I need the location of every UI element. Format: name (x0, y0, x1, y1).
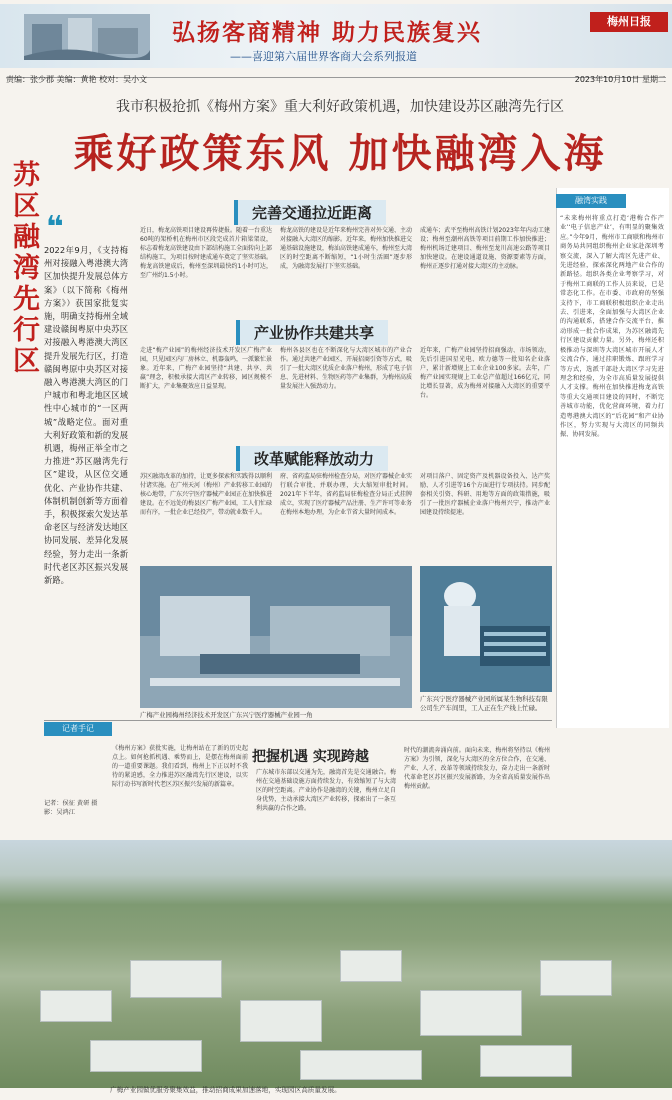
aerial-building (130, 960, 222, 998)
section-transport-col2: 梅龙高铁的建设是近年来梅州完善对外交通、主动对接融入大湾区的缩影。近年来，梅州加快推进交通基础设施建设，梅汕高铁建成通车，梅州至大湾区的时空距离不断缩短，“1小时生活圈”逐步形成，为融湾发展打下坚实基础。 (280, 227, 412, 270)
aerial-building (540, 960, 612, 996)
banner-illustration (24, 8, 154, 64)
section-industry-col1: 走进“梅产业园”的梅州经济技术开发区广梅产业园，只见园区内厂房林立、机器轰鸣，一派繁忙景象。近年来，广梅产业园坚持“共建、共享、共赢”理念，积极承接大湾区产业转移，园区规模不断扩大，产业集聚效应日益显现。 (140, 347, 272, 390)
note-col3: 时代的潮流奔涌向前。面向未来，梅州将坚持以《梅州方案》为引领，深化与大湾区的全方位合作，在交通、产业、人才、改革等领域持续发力，奋力走出一条新时代革命老区苏区振兴发展新路，为全省高质量发展作出梅州贡献。 (404, 747, 550, 790)
section-reform-col2: 府、省药监局驻梅州检查分局，对医疗器械企业实行联合审批、并联办理，大大缩短审批时间。2021年下半年，省药监局驻梅检查分局正式挂牌成立，实现了医疗器械产品注册、生产许可等业务在梅州本地办理，为企业节省大量时间成本。 (280, 473, 412, 516)
section-title-reform: 改革赋能释放动力 (236, 446, 388, 471)
aerial-building (240, 1000, 322, 1042)
section-title-industry: 产业协作共建共享 (236, 320, 388, 345)
sidebar-tag: 融湾实践 (556, 194, 626, 208)
aerial-building (300, 1050, 422, 1080)
factory-photo (140, 566, 412, 708)
aerial-building (420, 990, 522, 1036)
factory-photo-image (140, 566, 412, 708)
vertical-title-block (4, 160, 38, 390)
section-industry-col3: 近年来，广梅产业园坚持招商强动、市场领动，先后引进国星光电、欧力德等一批知名企业落户，累计新增规上工业企业100多家。去年，广梅产业园实现规上工业总产值超过166亿元，同比增长显著，成为梅州对接融入大湾区的重要平台。 (420, 347, 550, 399)
newspaper-logo: 梅州日报 (590, 12, 668, 32)
section-transport-col1: 近日，梅龙高铁项目建设再传捷报。随着一台重达60吨的架桥机在梅州市区段完成首片箱梁架设，标志着梅龙高铁建设由下部结构施工全面转向上部结构施工，为项目按时建成通车奠定了坚实基础。梅龙高铁建成后，梅州至深圳最快约1小时可达，至广州约1.5小时。 (140, 227, 272, 279)
lab-photo-caption: 广东兴宁医疗器械产业园所属某生物科技有限公司生产车间里，工人正在生产线上忙碌。 (420, 695, 548, 712)
section-reform-col1: 苏区融湾改革的加持，让更多探索和实践得以顺利付诸实施。在广州天河（梅州）产业转移工业园的核心地带，广东兴宁医疗器械产业园正在加快推进建设。在不远处的梅县区广梅产业园，工人们忙碌而有序，一批企业已经投产，带动就业数千人。 (140, 473, 272, 516)
aerial-photo (0, 840, 672, 1088)
vertical-title: 苏区融湾先行区 (8, 160, 39, 377)
intro-column: 2022年9月，《支持梅州对接融入粤港澳大湾区加快提升发展总体方案》（以下简称《梅州方案》）获国家批复实施，明确支持梅州全域建设赣闽粤原中央苏区对接融入粤港澳大湾区提升发展先行区，打造赣闽粤原中央苏区对接融入粤港澳大湾区的门户城市和粤北地区区域性中心城市的“一区两城”战略定位。面对重大利好政策和新的发展机遇，梅州正举全市之力推进“苏区融湾先行区”建设，从区位交通优化、产业协作共建、体制机制创新等方面着手，积极探索欠发达革命老区与经济发达地区协同发展、差异化发展经验，努力走出一条新时代老区苏区振兴发展新路。 (44, 245, 128, 586)
section-transport-col3: 成通车；武平至梅州高铁计划2023年年内动工建设；梅州至潮州高铁等项目前期工作加快推进；梅州机场迁建项目、梅州至龙川高速公路等项目加快建设。在建设通道设施、资源要素等方面，梅州正逐步打通对接大湾区的主动脉。 (420, 227, 550, 270)
aerial-building (340, 950, 402, 982)
editor-credits: 责编：张少郡 美编：黄艳 校对：吴小文 (6, 75, 148, 84)
lab-photo-image (420, 566, 552, 692)
aerial-building (90, 1040, 202, 1072)
sidebar-body: “未来梅州将重点打造‘港梅合作产业’‘电子信息产业’，有明显的聚集效应。”今年9月，梅州市工商联和梅州市商务局共同组织梅州企业家赴深圳考察交流，深入了解大湾区先进产业、先进经验，探索深化两地产业合作的新路径。组织各类企业考察学习，对于梅州工商联的工作人员来说，已是常态化工作。在市委、市政府的坚强支持下，市工商联积极组织企业走出去、引进来，全面加强与大湾区企业的沟通联系，搭建合作交流平台，推动形成一批合作成果，为苏区融湾先行区建设贡献力量。另外，梅州还积极推动与深圳等大湾区城市开展人才交流合作，通过挂职锻炼、跟班学习等方式，选派干部赴大湾区学习先进理念和经验，为全市高质量发展提供人才支撑。梅州在加快推进梅龙高铁等重大交通项目建设的同时，不断完善城市功能，优化营商环境，着力打造粤港澳大湾区的“后花园”和产业协作区，努力实现与大湾区的同频共振、协同发展。 (560, 215, 664, 439)
issue-date: 2023年10月10日 星期二 (574, 75, 666, 84)
reporter-note-tag: 记者手记 (44, 722, 112, 736)
banner-slogan: 弘扬客商精神 助力民族复兴 (172, 19, 483, 46)
note-title: 把握机遇 实现跨越 (252, 749, 369, 765)
aerial-building (40, 990, 112, 1022)
main-headline: 乘好政策东风 加快融湾入海 (73, 130, 607, 177)
lead-title: 我市积极抢抓《梅州方案》重大利好政策机遇，加快建设苏区融湾先行区 (116, 99, 564, 115)
quote-icon: ❝ (46, 210, 64, 245)
factory-photo-caption: 广梅产业园梅州经济技术开发区广东兴宁医疗器械产业园一角 (140, 711, 313, 719)
note-col2: 广东城市东部以交通为先，融湾首先是交通融合。梅州在交通基础设施方面持续发力，有效缩短了与大湾区的时空距离。产业协作是融湾的关键，梅州立足自身优势，主动承接大湾区产业转移，探索出了一条互利共赢的合作之路。 (256, 769, 396, 812)
note-col1: 《梅州方案》获批实施，让梅州站在了新的历史起点上。如何抢抓机遇、乘势而上，是摆在梅州面前的一道重要课题。我们看到，梅州上下正以时不我待的紧迫感，全力推进苏区融湾先行区建设，以实际行动书写新时代老区苏区振兴发展的新篇章。 (112, 745, 248, 788)
section-industry-col2: 梅州各县区也在不断深化与大湾区城市的产业合作。通过共建产业园区、开展招商引资等方式，吸引了一批大湾区优质企业落户梅州，形成了电子信息、先进材料、生物医药等产业集群，为梅州高质量发展注入强劲动力。 (280, 347, 412, 390)
lab-photo (420, 566, 552, 692)
aerial-building (480, 1045, 572, 1077)
section-title-transport: 完善交通拉近距离 (234, 200, 386, 225)
section-reform-col3: 对项目落户、固定资产及机器设备投入、达产奖励、人才引进等16个方面进行专项扶持。同步配套相关引资、科研、用地等方面的政策措施，吸引了一批医疗器械企业落户梅州兴宁，推动产业园建设持续提速。 (420, 473, 550, 516)
aerial-photo-caption: 广梅产业园做优服务聚集效益，推动招商成果加速落地，实现园区高质量发展。 (110, 1086, 341, 1094)
reporter-credits: 记者：侯征 黄研 摄影：吴鸿江 (44, 800, 98, 816)
banner-subtitle: ——喜迎第六届世界客商大会系列报道 (230, 50, 417, 63)
